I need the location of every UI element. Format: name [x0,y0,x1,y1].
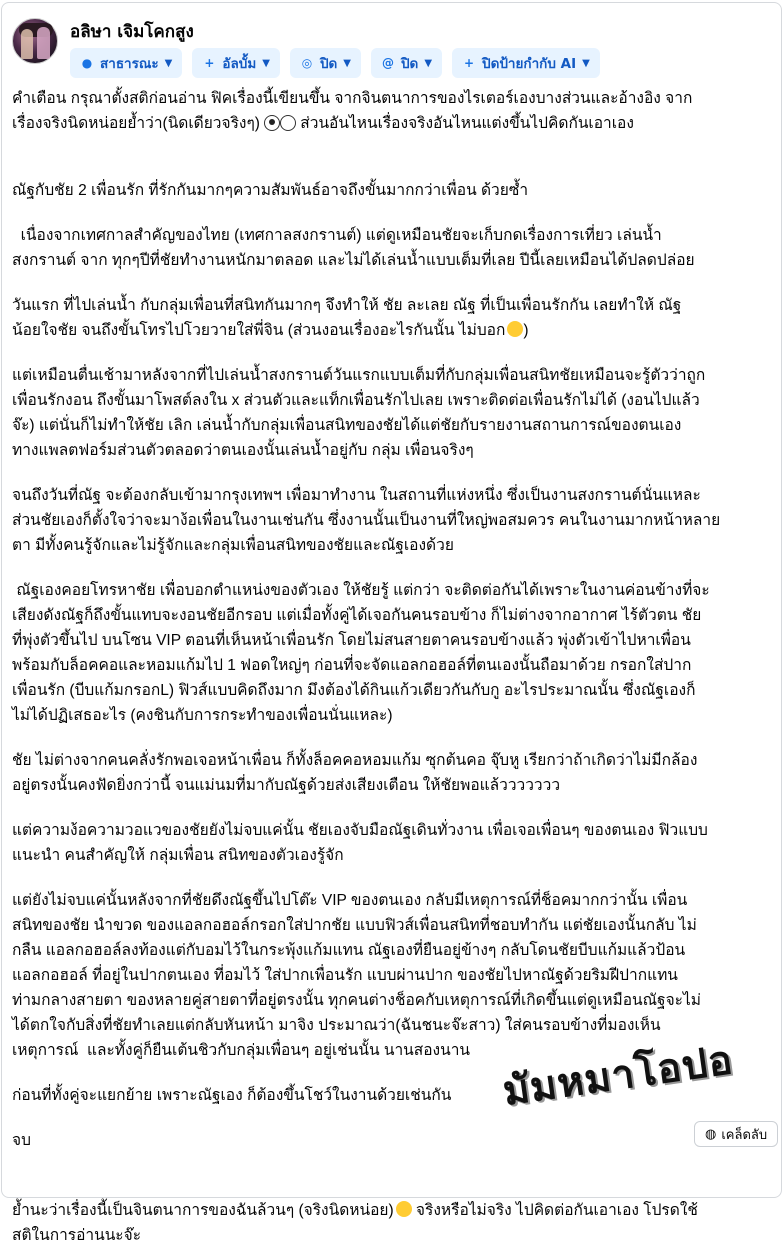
paragraph-2-text: วันแรก ที่ไปเล่นน้ำ กับกลุ่มเพื่อนที่สนิทกันมากๆ จึงทำให้ ชัย ละเลย ณัฐ ที่เป็นเพื่อนรักกัน เลยทำให้ ณัฐ น้อยใจชัย จนถึงขั้นโทรไปโวยวายใส่พี่จิน (ส่วนงอนเรื่องอะไรกันนั้น ไม่บอก [12,297,682,339]
chevron-down-icon: ▼ [262,57,270,69]
warning-text: คำเตือน กรุณาตั้งสติก่อนอ่าน ฟิคเรื่องนี้เขียนขึ้น จากจินตนาการของไรเตอร์เองบางส่วนและอ้างอิง จาก เรื่องจริงนิดหน่อยย้ำว่า(นิดเดียวจริงๆ) [12,90,693,132]
author-name[interactable]: อลิษา เจิมโคกสูง [70,22,194,42]
paragraph-7: แต่ความง้อความวอแวของชัยยังไม่จบแค่นั้น ชัยเองจับมือณัฐเดินทั่วงาน เพื่อเจอเพื่อนๆ ของตนเอง ฟิวแบบ แนะนำ คนสำคัญให้ กลุ่มเพื่อน สนิทของตัวเองรู้จัก [12,822,708,864]
intro-paragraph: ณัฐกับชัย 2 เพื่อนรัก ที่รักกันมากๆความสัมพันธ์อาจถึงขั้นมากกว่าเพื่อน ด้วยซ้ำ [12,182,529,199]
plus-icon: + [204,56,215,70]
chip-label: ปิด [319,56,338,72]
audience-public-button[interactable] [70,48,182,78]
paragraph-6: ชัย ไม่ต่างจากคนคลั่งรักพอเจอหน้าเพื่อน ก็ทั้งล็อคคอหอมแก้ม ซุกต้นคอ จุ๊บหู เรียกว่าถ้าเกิดว่าไม่มีกล้อง อยู่ตรงนั้นคงฟัดยิ่งกว่านี้ จนแม่นมที่มากับณัฐด้วยส่งเสียงเตือน ให้ชัยพอแล้ววววววว [12,752,698,794]
closing-paragraph [12,1198,774,1248]
post-header [12,13,771,73]
instagram-icon: ◎ [301,56,313,70]
paragraph-2 [12,293,774,343]
globe-icon: ● [81,56,93,70]
chip-label: ปิด [400,56,419,72]
threads-icon: @ [381,56,394,70]
paragraph-4: จนถึงวันที่ณัฐ จะต้องกลับเข้ามากรุงเทพฯ เพื่อมาทำงาน ในสถานที่แห่งหนึ่ง ซึ่งเป็นงานสงกรานต์นั่นแหละ ส่วนชัยเองก็ตั้งใจว่าจะมาง้อเพื่อนในงานเช่นกัน ซึ่งงานนั้นเป็นงานที่ใหญ่พอสมควร คนในงานมากหน้าหลาย ตา มีทั้งคนรู้จักและไม่รู้จักและกลุ่มเพื่อนสนิทของชัยและณัฐเองด้วย [12,487,721,554]
paragraph-3: แต่เหมือนตื่นเช้ามาหลังจากที่ไปเล่นน้ำสงกรานต์วันแรกแบบเต็มที่กับกลุ่มเพื่อนสนิทชัยเหมือนจะรู้ตัวว่าถูก เพื่อนรักงอน ถึงขั้นมาโพสต์ลงใน x ส่วนตัวและแท็กเพื่อนรักไปเลย เพราะติดต่อเพื่อนรักไม่ได้ (งอนไปแล้ว จ๊ะ) แต่นั่นก็ไม่ทำให้ชัย เลิก เล่นน้ำกับกลุ่มเพื่อนสนิทของชัยได้แต่ชัยกับรายงานสถานการณ์ของตนเอง ทางแพลตฟอร์มส่วนตัวตลอดว่าตนเองนั้นเล่นน้ำอยู่กับ กลุ่ม เพื่อนจริงๆ [12,367,706,459]
chevron-down-icon: ▼ [343,57,351,69]
album-button[interactable] [192,48,280,78]
paragraph-5: ณัฐเองคอยโทรหาชัย เพื่อบอกตำแหน่งของตัวเอง ให้ชัยรู้ แต่กว่า จะติดต่อกันได้เพราะในงานค่อนข้างที่จะ เสียงดังณัฐก็ถึงขั้นแทบจะงอนชัยอีกรอบ แต่เมื่อทั้งคู่ได้เจอกันคนรอบข้าง ก็ไม่ต่างจากอากาศ ไร้ตัวตน ชัย ที่พุ่งตัวขึ้นไป บนโซน VIP ตอนที่เห็นหน้าเพื่อนรัก โดยไม่สนสายตาคนรอบข้างแล้ว พุ่งตัวเข้าไปหาเพื่อน พร้อมกับล็อคคอและหอมแก้มไป 1 ฟอดใหญ่ๆ ก่อนที่จะจัดแอลกอฮอล์ที่ตนเองนั้นถือมาด้วย กรอกใส่ปาก เพื่อนรัก (บีบแก้มกรอกL) ฟิวส์แบบคิดถึงมาก มึงต้องได้กินแก้วเดียวกันกับกู อะไรประมาณนั้น ซึ่งณัฐเองก็ ไม่ได้ปฏิเสธอะไร (คงชินกับการกระทำของเพื่อนนั่นแหละ) [12,582,710,724]
watermark-text: มัมหมาโอปอ [500,1037,737,1115]
threads-toggle-button[interactable] [371,48,442,78]
chip-label: ปิดป้ายกำกับ AI [482,56,577,72]
chevron-down-icon: ▼ [164,57,173,69]
warning-text-tail: ส่วนอันไหนเรื่องจริงอันไหนแต่งขึ้นไปคิดกันเอาเอง [295,115,634,132]
audience-chips [70,48,600,78]
closing-text: ย้ำนะว่าเรื่องนี้เป็นจินตนาการของฉันล้วนๆ (จริงนิดหน่อย) [12,1202,394,1219]
tips-button[interactable] [694,1121,778,1147]
closing-text-tail: จริงหรือไม่จริง ไปคิดต่อกันเอาเอง โปรดใช้ สติในการอ่านนะจ๊ะ [12,1202,698,1244]
eyes-emoji-icon [262,114,296,130]
smile-emoji-icon [507,321,523,337]
post-composer-frame [1,2,782,1244]
instagram-toggle-button[interactable] [290,48,361,78]
ai-label-button[interactable] [452,48,600,78]
avatar[interactable] [12,18,58,64]
paragraph-1: เนื่องจากเทศกาลสำคัญของไทย (เทศกาลสงกรานต์) แต่ดูเหมือนชัยจะเก็บกดเรื่องการเที่ยว เล่นน้ำ สงกรานต์ จาก ทุกๆปีที่ชัยทำงานหนักมาตลอด และไม่ได้เล่นน้ำแบบเต็มที่เลย ปีนี้เลยเหมือนได้ปลดปล่อย [12,227,695,269]
chip-label: สาธารณะ [100,56,159,72]
paragraph-8: แต่ยังไม่จบแค่นั้นหลังจากที่ชัยดึงณัฐขึ้นไปโต๊ะ VIP ของตนเอง กลับมีเหตุการณ์ที่ช็อคมากกว่านั้น เพื่อน สนิทของชัย นำขวด ของแอลกอฮอล์กรอกใส่ปากชัย แบบฟิวส์เพื่อนสนิทที่ชอบทำกัน แต่ชัยเองนั้นกลับ ไม่ กลืน แอลกอฮอล์ลงท้องแต่กับอมไว้ในกระพุ้งแก้มแทน ณัฐเองที่ยืนอยู่ข้างๆ กลับโดนชัยบีบแก้มแล้วป้อน แอลกอฮอล์ ที่อยู่ในปากตนเอง ที่อมไว้ ใส่ปากเพื่อนรัก แบบผ่านปาก ของชัยไปหาณัฐด้วยริมฝีปากแทน ท่ามกลางสายตา ของหลายคู่สายตาที่อยู่ตรงนั้น ทุกคนต่างช็อคกับเหตุการณ์ที่เกิดขึ้นแต่ดูเหมือนณัฐจะไม่ ได้ตกใจกับสิ่งที่ชัยทำเลยแต่กลับหันหน้า มาจิง ประมาณว่า(ฉันชนะจ๊ะสาว) ใส่คนรอบข้างที่มองเห็น เหตุการณ์ และทั้งคู่ก็ยืนเต้นชิวกับกลุ่มเพื่อนๆ อยู่เช่นนั้น นานสองนาน [12,892,702,1059]
lightbulb-icon: ◍ [705,1126,717,1142]
plus-icon: + [464,56,475,70]
chip-label: อัลบั้ม [222,56,257,72]
paragraph-2-tail: ) [523,322,529,339]
chevron-down-icon: ▼ [582,57,590,69]
grin-emoji-icon [396,1201,412,1217]
paragraph-9: ก่อนที่ทั้งคู่จะแยกย้าย เพราะณัฐเอง ก็ต้องขึ้นโชว์ในงานด้วยเช่นกัน [12,1087,452,1104]
tips-label: เคล็ดลับ [721,1127,768,1143]
chevron-down-icon: ▼ [424,57,433,69]
end-text: จบ [12,1132,31,1149]
warning-paragraph [12,86,774,136]
